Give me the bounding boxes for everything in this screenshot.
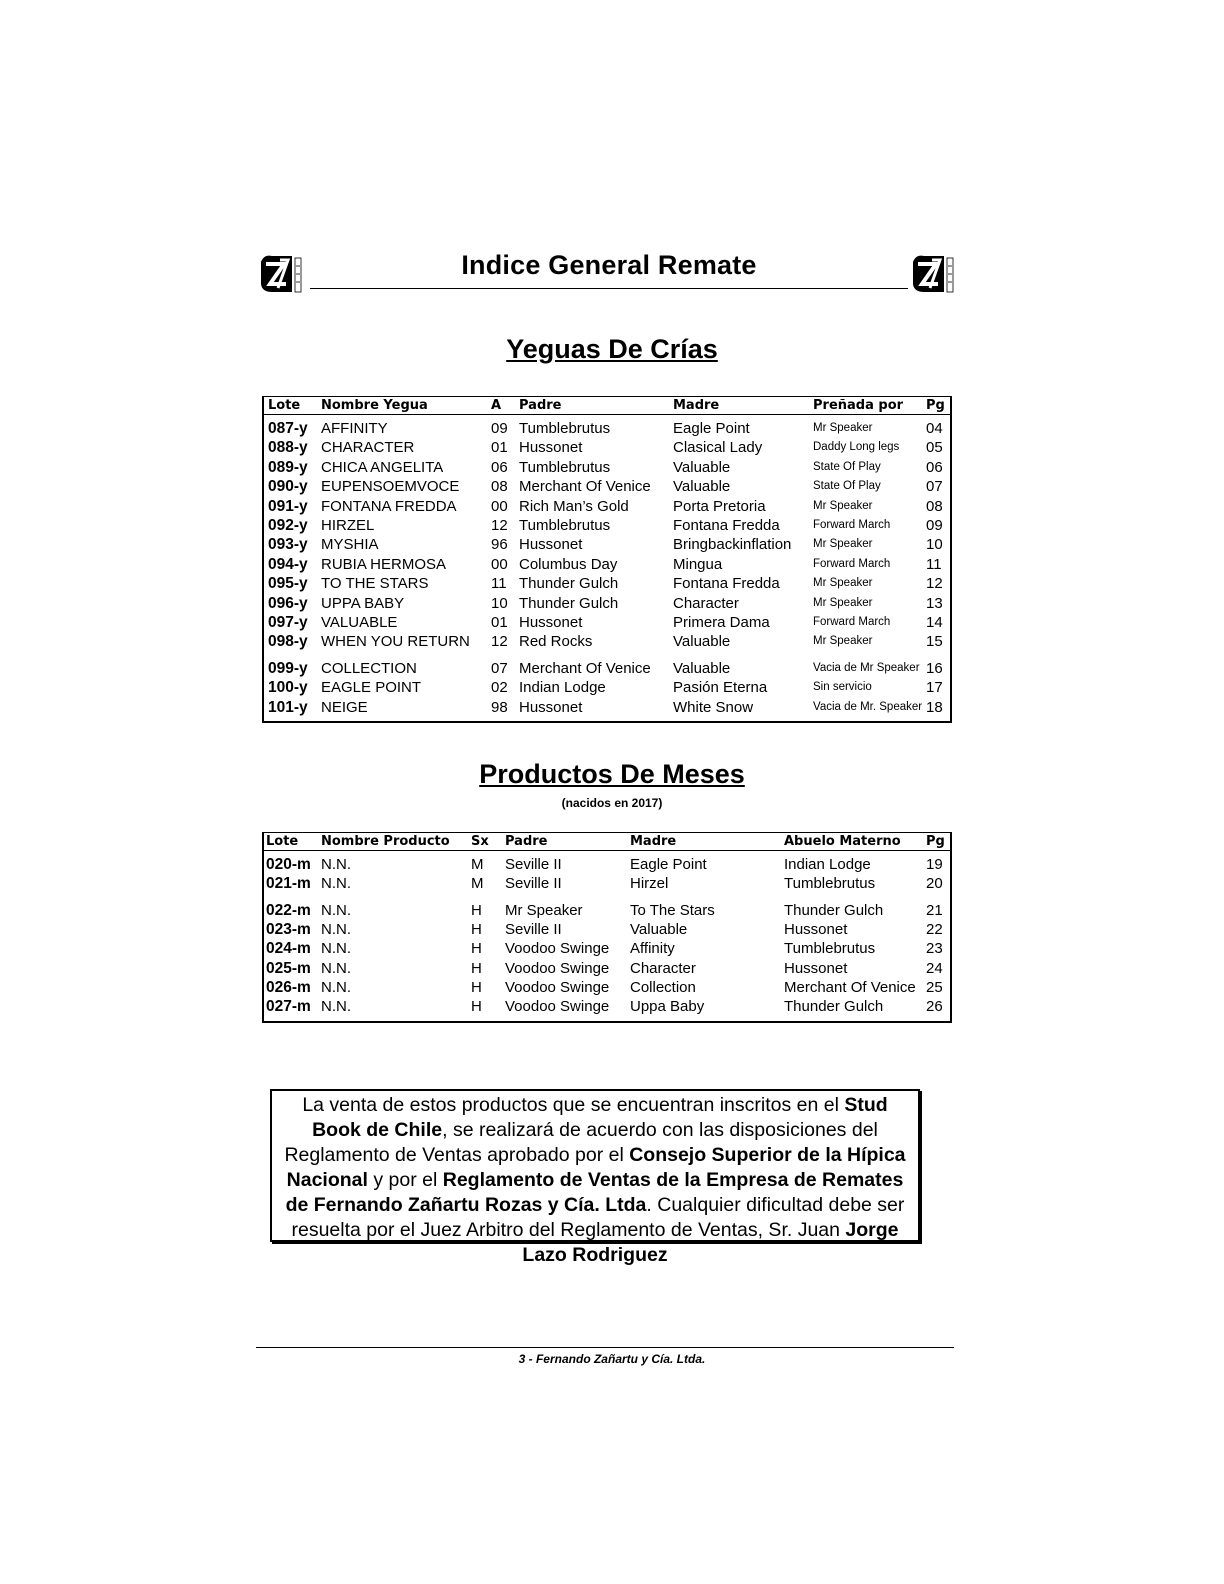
cell-lote: 090-y (268, 478, 308, 496)
cell-madre: Eagle Point (630, 856, 707, 873)
cell-col3: 98 (491, 698, 508, 716)
yeguas-title: Yeguas De Crías (506, 334, 718, 364)
cell-nombre: N.N. (321, 998, 351, 1016)
cell-col3: 06 (491, 458, 508, 476)
cell-col6: Hussonet (784, 959, 848, 977)
table-row (264, 555, 950, 574)
cell-lote: 093-y (268, 536, 308, 554)
cell-nombre: N.N. (321, 856, 351, 873)
column-header-lote: Lote (268, 398, 301, 413)
cell-nombre: HIRZEL (321, 517, 375, 534)
productos-table (262, 832, 952, 1023)
cell-lote: 021-m (266, 875, 311, 893)
table-row (264, 574, 950, 593)
cell-col3: 00 (491, 555, 508, 573)
cell-col3: 96 (491, 536, 508, 554)
cell-col3: 08 (491, 478, 508, 496)
cell-col6: Forward March (813, 616, 891, 628)
table-row (264, 874, 950, 893)
cell-col3: 12 (491, 633, 508, 651)
table-row (264, 458, 950, 477)
cell-lote: 101-y (268, 698, 308, 716)
table-row (264, 978, 950, 997)
cell-nombre: TO THE STARS (321, 575, 429, 593)
cell-madre: Primera Dama (673, 614, 770, 631)
cell-nombre: N.N. (321, 875, 351, 893)
company-logo (910, 252, 960, 296)
cell-col3: H (471, 978, 482, 996)
cell-lote: 094-y (268, 555, 308, 573)
cell-padre: Seville II (505, 856, 562, 873)
cell-pg: 09 (926, 517, 943, 534)
cell-nombre: CHICA ANGELITA (321, 458, 444, 476)
column-header-lote: Lote (266, 834, 299, 849)
cell-padre: Thunder Gulch (519, 594, 619, 612)
cell-col6: Thunder Gulch (784, 901, 884, 919)
cell-col3: 10 (491, 594, 508, 612)
cell-pg: 23 (926, 940, 943, 958)
cell-padre: Tumblebrutus (519, 458, 611, 476)
note-bold: Consejo Superior de la Hípica Nacional (286, 1144, 906, 1191)
note-bold: Reglamento de Ventas de la Empresa de Remates de Fernando Zañartu Rozas y Cía. Ltda (285, 1169, 904, 1216)
page-footer: 3 - Fernando Zañartu y Cía. Ltda. (518, 1352, 706, 1366)
cell-padre: Hussonet (519, 614, 583, 631)
cell-col3: H (471, 901, 482, 919)
cell-madre: Mingua (673, 555, 723, 573)
cell-madre: Fontana Fredda (673, 575, 780, 593)
cell-padre: Thunder Gulch (519, 575, 619, 593)
cell-col6: Mr Speaker (813, 538, 873, 551)
cell-pg: 21 (926, 901, 943, 919)
cell-madre: To The Stars (630, 901, 715, 919)
cell-nombre: UPPA BABY (321, 594, 405, 612)
header-rule (310, 288, 908, 289)
table-row (264, 855, 950, 874)
cell-lote: 097-y (268, 614, 308, 631)
table-row (264, 959, 950, 978)
cell-padre: Voodoo Swinge (505, 978, 610, 996)
cell-lote: 091-y (268, 497, 308, 515)
cell-padre: Voodoo Swinge (505, 998, 610, 1016)
note-bold: Jorge Lazo Rodriguez (522, 1219, 899, 1266)
note-text: y por el (367, 1169, 443, 1191)
column-header-pg: Pg (926, 398, 945, 413)
cell-pg: 12 (926, 575, 943, 593)
cell-col3: H (471, 959, 482, 977)
cell-col6: Tumblebrutus (784, 875, 876, 893)
page-title: Indice General Remate (461, 250, 757, 280)
cell-col3: H (471, 940, 482, 958)
cell-pg: 24 (926, 959, 943, 977)
cell-madre: Fontana Fredda (673, 517, 780, 534)
yeguas-table (262, 396, 952, 723)
cell-nombre: N.N. (321, 940, 351, 958)
cell-lote: 027-m (266, 998, 311, 1016)
table-row (264, 535, 950, 554)
cell-lote: 100-y (268, 679, 308, 697)
sales-regulation-note (270, 1089, 920, 1266)
table-row (264, 901, 950, 920)
cell-nombre: CHARACTER (321, 439, 415, 457)
cell-madre: Character (673, 594, 739, 612)
table-row (264, 477, 950, 496)
cell-pg: 07 (926, 478, 943, 496)
cell-padre: Indian Lodge (519, 679, 606, 697)
cell-padre: Merchant Of Venice (519, 478, 651, 496)
cell-lote: 088-y (268, 439, 308, 457)
cell-col3: 11 (491, 575, 507, 593)
table-row (264, 920, 950, 939)
cell-col6: Mr Speaker (813, 596, 873, 609)
cell-madre: Collection (630, 978, 696, 996)
table-row (264, 678, 950, 697)
cell-col6: Indian Lodge (784, 856, 871, 873)
cell-padre: Tumblebrutus (519, 420, 611, 437)
cell-col6: State Of Play (813, 480, 881, 493)
footer-rule (256, 1347, 954, 1348)
cell-lote: 024-m (266, 940, 311, 958)
cell-lote: 099-y (268, 659, 308, 677)
cell-padre: Hussonet (519, 536, 583, 554)
cell-madre: Bringbackinflation (673, 536, 792, 554)
cell-madre: Pasión Eterna (673, 679, 768, 697)
cell-col3: 12 (491, 517, 508, 534)
cell-pg: 13 (926, 594, 943, 612)
cell-pg: 25 (926, 978, 943, 996)
cell-nombre: FONTANA FREDDA (321, 497, 457, 515)
cell-madre: Valuable (673, 458, 731, 476)
cell-padre: Columbus Day (519, 555, 618, 573)
cell-col3: H (471, 998, 482, 1016)
cell-col6: Merchant Of Venice (784, 978, 916, 996)
column-header-nombre: Nombre Producto (321, 834, 450, 849)
table-row (264, 997, 950, 1016)
cell-pg: 16 (926, 659, 943, 677)
cell-madre: Valuable (630, 920, 688, 938)
cell-madre: Valuable (673, 633, 731, 651)
cell-madre: Affinity (630, 940, 675, 958)
cell-lote: 026-m (266, 978, 311, 996)
table-row (264, 438, 950, 457)
cell-col6: Forward March (813, 519, 891, 531)
cell-col6: Mr Speaker (813, 635, 873, 648)
cell-nombre: RUBIA HERMOSA (321, 555, 447, 573)
cell-nombre: NEIGE (321, 698, 368, 716)
cell-pg: 15 (926, 633, 943, 651)
table-row (264, 516, 950, 535)
cell-padre: Red Rocks (519, 633, 593, 651)
cell-col3: 07 (491, 659, 508, 677)
cell-nombre: N.N. (321, 959, 351, 977)
cell-col6: Daddy Long legs (813, 441, 900, 454)
cell-nombre: AFFINITY (321, 420, 388, 437)
cell-lote: 022-m (266, 901, 311, 919)
cell-col6: Mr Speaker (813, 499, 873, 512)
cell-padre: Merchant Of Venice (519, 659, 651, 677)
cell-nombre: N.N. (321, 920, 351, 938)
cell-col3: M (471, 875, 484, 893)
cell-nombre: EAGLE POINT (321, 679, 422, 697)
cell-col3: M (471, 856, 484, 873)
column-header-pg: Pg (926, 834, 945, 849)
column-header-padre: Padre (505, 834, 548, 849)
cell-col6: Forward March (813, 557, 891, 570)
cell-pg: 04 (926, 420, 943, 437)
cell-padre: Tumblebrutus (519, 517, 611, 534)
table-row (264, 698, 950, 717)
cell-nombre: EUPENSOEMVOCE (321, 478, 460, 496)
cell-pg: 05 (926, 439, 943, 457)
page-header (258, 248, 960, 296)
cell-col3: 01 (491, 614, 508, 631)
cell-pg: 08 (926, 497, 943, 515)
note-text: La venta de estos productos que se encuentran inscritos en el (302, 1094, 845, 1116)
cell-nombre: MYSHIA (321, 536, 379, 554)
cell-lote: 087-y (268, 420, 308, 437)
cell-pg: 11 (926, 555, 942, 573)
cell-col6: Vacia de Mr. Speaker (813, 700, 923, 713)
cell-col6: State Of Play (813, 460, 881, 473)
cell-lote: 020-m (266, 856, 311, 873)
cell-col3: 01 (491, 439, 508, 457)
cell-madre: Clasical Lady (673, 439, 763, 457)
note-bold: Stud Book de Chile (312, 1094, 888, 1141)
cell-col6: Sin servicio (813, 681, 872, 694)
column-header-col6: Preñada por (813, 398, 904, 413)
cell-pg: 26 (926, 998, 943, 1016)
cell-padre: Mr Speaker (505, 901, 583, 919)
cell-nombre: N.N. (321, 978, 351, 996)
cell-col3: 00 (491, 497, 508, 515)
cell-madre: Eagle Point (673, 420, 750, 437)
table-row (264, 939, 950, 958)
cell-col6: Hussonet (784, 920, 848, 938)
cell-lote: 025-m (266, 959, 311, 977)
cell-madre: Character (630, 959, 696, 977)
table-row (264, 594, 950, 613)
cell-nombre: WHEN YOU RETURN (321, 633, 470, 651)
table-row (264, 419, 950, 438)
cell-pg: 22 (926, 920, 943, 938)
column-header-padre: Padre (519, 398, 562, 413)
cell-lote: 023-m (266, 920, 311, 938)
cell-lote: 096-y (268, 594, 308, 612)
cell-lote: 098-y (268, 633, 308, 651)
table-row (264, 613, 950, 632)
cell-nombre: N.N. (321, 901, 351, 919)
cell-padre: Seville II (505, 875, 562, 893)
table-row (264, 497, 950, 516)
note-text: . Cualquier dificultad debe ser resuelta por el Juez Arbitro del Reglamento de Ventas, Sr. Juan (291, 1194, 905, 1241)
column-header-col3: Sx (471, 834, 489, 849)
column-header-madre: Madre (630, 834, 677, 849)
productos-subtitle: (nacidos en 2017) (561, 796, 663, 810)
cell-pg: 10 (926, 536, 943, 554)
cell-lote: 092-y (268, 517, 308, 534)
cell-padre: Hussonet (519, 698, 583, 716)
cell-col6: Mr Speaker (813, 422, 873, 434)
cell-col3: 09 (491, 420, 508, 437)
cell-madre: Valuable (673, 659, 731, 677)
cell-col6: Tumblebrutus (784, 940, 876, 958)
cell-col3: H (471, 920, 482, 938)
note-text: , se realizará de acuerdo con las disposiciones del Reglamento de Ventas aprobado por el (284, 1119, 878, 1166)
cell-pg: 14 (926, 614, 943, 631)
cell-madre: White Snow (673, 698, 754, 716)
cell-col3: 02 (491, 679, 508, 697)
cell-madre: Valuable (673, 478, 731, 496)
cell-nombre: COLLECTION (321, 659, 417, 677)
cell-pg: 19 (926, 856, 943, 873)
cell-padre: Voodoo Swinge (505, 959, 610, 977)
cell-pg: 18 (926, 698, 943, 716)
cell-pg: 17 (926, 679, 943, 697)
cell-lote: 089-y (268, 458, 308, 476)
cell-col6: Thunder Gulch (784, 998, 884, 1016)
cell-padre: Rich Man’s Gold (519, 497, 629, 515)
cell-madre: Uppa Baby (630, 998, 705, 1016)
cell-padre: Hussonet (519, 439, 583, 457)
column-header-col3: A (491, 398, 502, 413)
cell-madre: Porta Pretoria (673, 497, 766, 515)
productos-title: Productos De Meses (479, 759, 745, 789)
column-header-nombre: Nombre Yegua (321, 398, 428, 413)
table-row (264, 659, 950, 678)
cell-col6: Vacia de Mr Speaker (813, 661, 920, 674)
cell-padre: Seville II (505, 920, 562, 938)
cell-col6: Mr Speaker (813, 577, 873, 590)
column-header-madre: Madre (673, 398, 720, 413)
cell-nombre: VALUABLE (321, 614, 398, 631)
cell-lote: 095-y (268, 575, 308, 593)
table-row (264, 632, 950, 651)
cell-pg: 20 (926, 875, 943, 893)
cell-padre: Voodoo Swinge (505, 940, 610, 958)
cell-madre: Hirzel (630, 875, 669, 893)
column-header-col6: Abuelo Materno (784, 834, 901, 849)
cell-pg: 06 (926, 458, 943, 476)
